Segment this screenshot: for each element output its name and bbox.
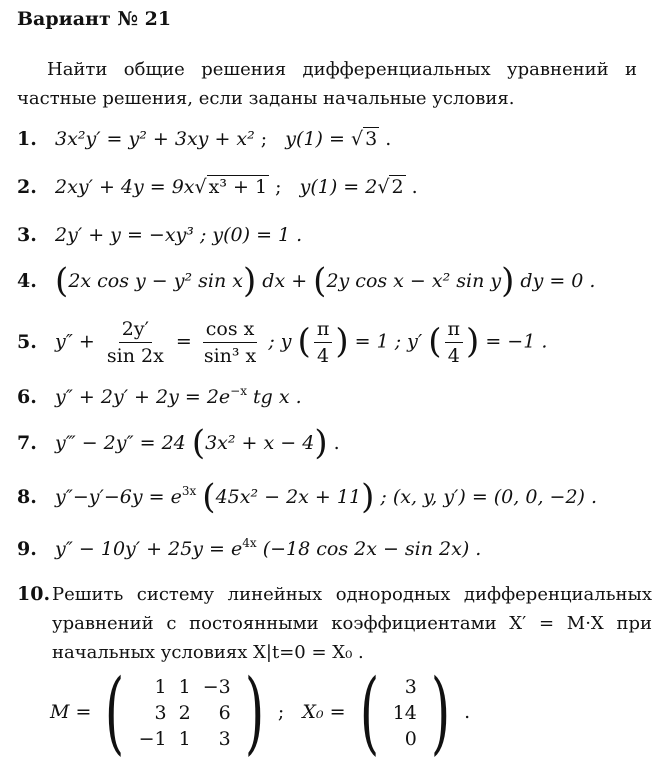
sqrt-radicand: 2 — [391, 176, 404, 198]
equation: 2y′ + y = −xy³ ; y(0) = 1 . — [55, 224, 303, 246]
problem-number: 9. — [17, 538, 37, 560]
problem-number: 1. — [17, 128, 37, 150]
equation-part: dx + — [262, 270, 308, 292]
condition: y(1) = — [285, 128, 345, 150]
matrix-M-block: M = ( 1 1 −3 3 2 6 −1 1 3 ) ; X₀ = ( 3 14 0 ) . — [50, 660, 471, 765]
problem-8: 8. $y''-y'-6y = e^{3x}$ (45x² − 2x + 11) ; (x, y, y′) = (0, 0, −2) . — [17, 477, 598, 517]
problem-number: 10. — [17, 583, 51, 605]
problem-number: 7. — [17, 432, 37, 454]
problem-number: 3. — [17, 224, 37, 246]
equation: 2xy′ + 4y = 9x — [55, 176, 195, 198]
problem-6: 6. $y'' + 2y' + 2y = 2e^{-x}$ tg x . — [17, 384, 302, 408]
equation: 3x²y′ = y² + 3xy + x² — [55, 128, 255, 150]
problem-number: 8. — [17, 486, 37, 508]
fraction: $\frac{2y'}{\sin 2x}$ — [106, 318, 164, 367]
equation-part: dy = 0 . — [520, 270, 596, 292]
problem-2: 2. 2xy′ + 4y = 9x√ x³ + 1 ; y(1) = 2√ 2 . — [17, 176, 418, 198]
sqrt-radicand: 3 — [365, 128, 378, 150]
variant-title: Вариант № 21 — [17, 8, 172, 30]
problem-number: 6. — [17, 386, 37, 408]
problem-9: 9. $y'' - 10y' + 25y = e^{4x}$ (−18 cos 2x − sin 2x) . — [17, 536, 482, 560]
problem-10 — [17, 580, 652, 667]
matrix-M: 1 1 −3 3 2 6 −1 1 3 — [138, 676, 231, 750]
condition: y(1) = 2 — [299, 176, 378, 198]
fraction: $\frac{\pi}{4}$ — [445, 318, 464, 367]
problem-number: 2. — [17, 176, 37, 198]
sqrt-radicand: x³ + 1 — [208, 176, 268, 198]
equation-part: 2y cos x − x² sin y — [326, 270, 502, 292]
problem-number: 5. — [17, 330, 37, 353]
fraction: $\frac{\pi}{4}$ — [314, 318, 333, 367]
problem-7: 7. y‴ − 2y″ = 24 (3x² + x − 4) . — [17, 423, 340, 463]
problem-5: 5. y″ + $\frac{2y'}{\sin 2x}$ = $\frac{\text{cos x}}{\text{sin³ x}}$ ; y ( $\frac{\pi}{4}$ ) = 1 ; y′ ( $\frac{\pi}{4}$ ) = −1 . — [17, 318, 548, 367]
matrix-label: M = — [50, 701, 92, 723]
equation-part: 2x cos y − y² sin x — [68, 270, 243, 292]
problem-10-text: Решить систему линейных однородных дифференциальных уравнений с постоянными коэффициентами X′ = M·X при начальных условиях X|t=0 = X₀ . — [52, 584, 652, 663]
fraction: $\frac{\text{cos x}}{\text{sin³ x}}$ — [203, 318, 257, 367]
vector-X0: 3 14 0 — [392, 676, 417, 750]
equation-part: y″ + — [55, 330, 95, 353]
problem-number: 4. — [17, 270, 37, 292]
problem-1: 1. 3x²y′ = y² + 3xy + x² ; y(1) = √ 3 . — [17, 128, 392, 150]
problem-4: 4. (2x cos y − y² sin x) dx + (2y cos x − x² sin y) dy = 0 . — [17, 261, 596, 301]
vector-label: X₀ = — [302, 701, 346, 723]
problem-3 — [17, 224, 302, 246]
intro-text: Найти общие решения дифференциальных уравнений и частные решения, если заданы начальные условия. — [17, 59, 637, 109]
